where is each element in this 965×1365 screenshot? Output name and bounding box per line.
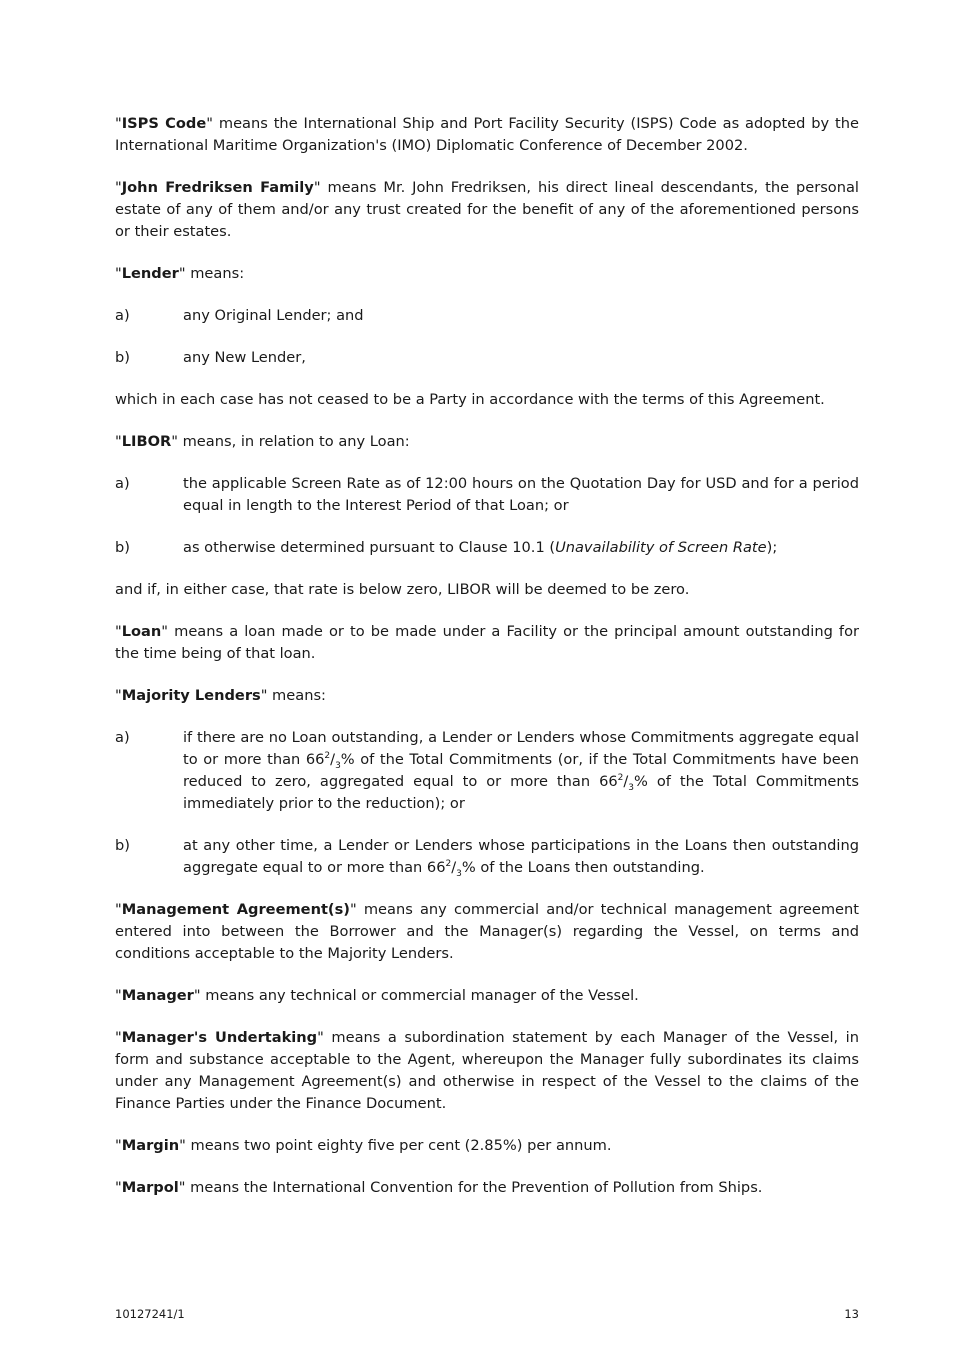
document-body <box>115 113 859 1219</box>
list-text: the applicable Screen Rate as of 12:00 hours on the Quotation Day for USD and for a period equal in length to the Interest Period of that Loan; or <box>183 475 859 514</box>
defined-term: Management Agreement(s) <box>121 901 350 918</box>
list-marker: b) <box>115 349 130 366</box>
definition-management-agreements: "Management Agreement(s)" means any commercial and/or technical management agreement entered into between the Borrower and the Manager(s) regarding the Vessel, on terms and conditions acceptable to the Majority Lenders. <box>115 901 860 962</box>
list-text: any Original Lender; and <box>183 307 364 324</box>
list-item <box>115 537 859 559</box>
defined-term: Loan <box>121 623 162 640</box>
document-reference: 10127241/1 <box>115 1307 185 1321</box>
definition-marpol: "Marpol" means the International Convention for the Prevention of Pollution from Ships. <box>115 1179 763 1196</box>
defined-term: Manager <box>121 987 194 1004</box>
clause-reference: Unavailability of Screen Rate <box>555 539 767 556</box>
list-item <box>115 347 859 369</box>
defined-term: Majority Lenders <box>121 687 261 704</box>
definition-john-fredriksen-family: "John Fredriksen Family" means Mr. John Fredriksen, his direct lineal descendants, the personal estate of any of them and/or any trust created for the benefit of any of the aforementioned persons or their estates. <box>115 179 859 240</box>
page-footer <box>115 1303 859 1325</box>
definition-managers-undertaking: "Manager's Undertaking" means a subordination statement by each Manager of the Vessel, in form and substance acceptable to the Agent, whereupon the Manager fully subordinates its claims under any Management Agreement(s) and otherwise in respect of the Vessel to the claims of the Finance Parties under the Finance Document. <box>115 1029 859 1112</box>
page-number: 13 <box>844 1307 859 1321</box>
defined-term: John Fredriksen Family <box>121 179 314 196</box>
definition-isps-code: "ISPS Code" means the International Ship and Port Facility Security (ISPS) Code as adopted by the International Maritime Organization's (IMO) Diplomatic Conference of December 2002. <box>115 115 860 154</box>
list-item <box>115 835 859 879</box>
defined-term: Manager's Undertaking <box>121 1029 318 1046</box>
definition-libor: "LIBOR" means, in relation to any Loan: <box>115 433 410 450</box>
list-marker: a) <box>115 307 130 324</box>
libor-tail-paragraph: and if, in either case, that rate is below zero, LIBOR will be deemed to be zero. <box>115 581 690 598</box>
list-marker: a) <box>115 729 130 746</box>
list-marker: b) <box>115 837 130 854</box>
list-item <box>115 473 859 517</box>
defined-term: Lender <box>121 265 179 282</box>
definition-manager: "Manager" means any technical or commercial manager of the Vessel. <box>115 987 639 1004</box>
defined-term: LIBOR <box>121 433 172 450</box>
lender-tail-paragraph: which in each case has not ceased to be a Party in accordance with the terms of this Agreement. <box>115 391 825 408</box>
list-text: at any other time, a Lender or Lenders whose participations in the Loans then outstanding aggregate equal to or more than $66^2/_3\%$ of the Loans then outstanding. <box>183 837 859 879</box>
list-text: if there are no Loan outstanding, a Lender or Lenders whose Commitments aggregate equal to or more than $66^2/_3\%$ of the Total Commitments (or, if the Total Commitments have been reduced to zero, aggregated equal to or more than $66^2/_3\%$ of the Total Commitments immediately prior to the reduction); or <box>183 729 860 812</box>
defined-term: ISPS Code <box>121 115 207 132</box>
list-text: as otherwise determined pursuant to Clause 10.1 (Unavailability of Screen Rate); <box>183 539 778 556</box>
definition-margin: "Margin" means two point eighty five per cent (2.85%) per annum. <box>115 1137 612 1154</box>
defined-term: Marpol <box>121 1179 179 1196</box>
list-item <box>115 727 859 815</box>
definition-majority-lenders: "Majority Lenders" means: <box>115 687 326 704</box>
defined-term: Margin <box>121 1137 180 1154</box>
list-item <box>115 305 859 327</box>
definition-loan: "Loan" means a loan made or to be made under a Facility or the principal amount outstanding for the time being of that loan. <box>115 623 859 662</box>
definition-lender: "Lender" means: <box>115 265 245 282</box>
list-marker: b) <box>115 539 130 556</box>
list-text: any New Lender, <box>183 349 306 366</box>
list-marker: a) <box>115 475 130 492</box>
